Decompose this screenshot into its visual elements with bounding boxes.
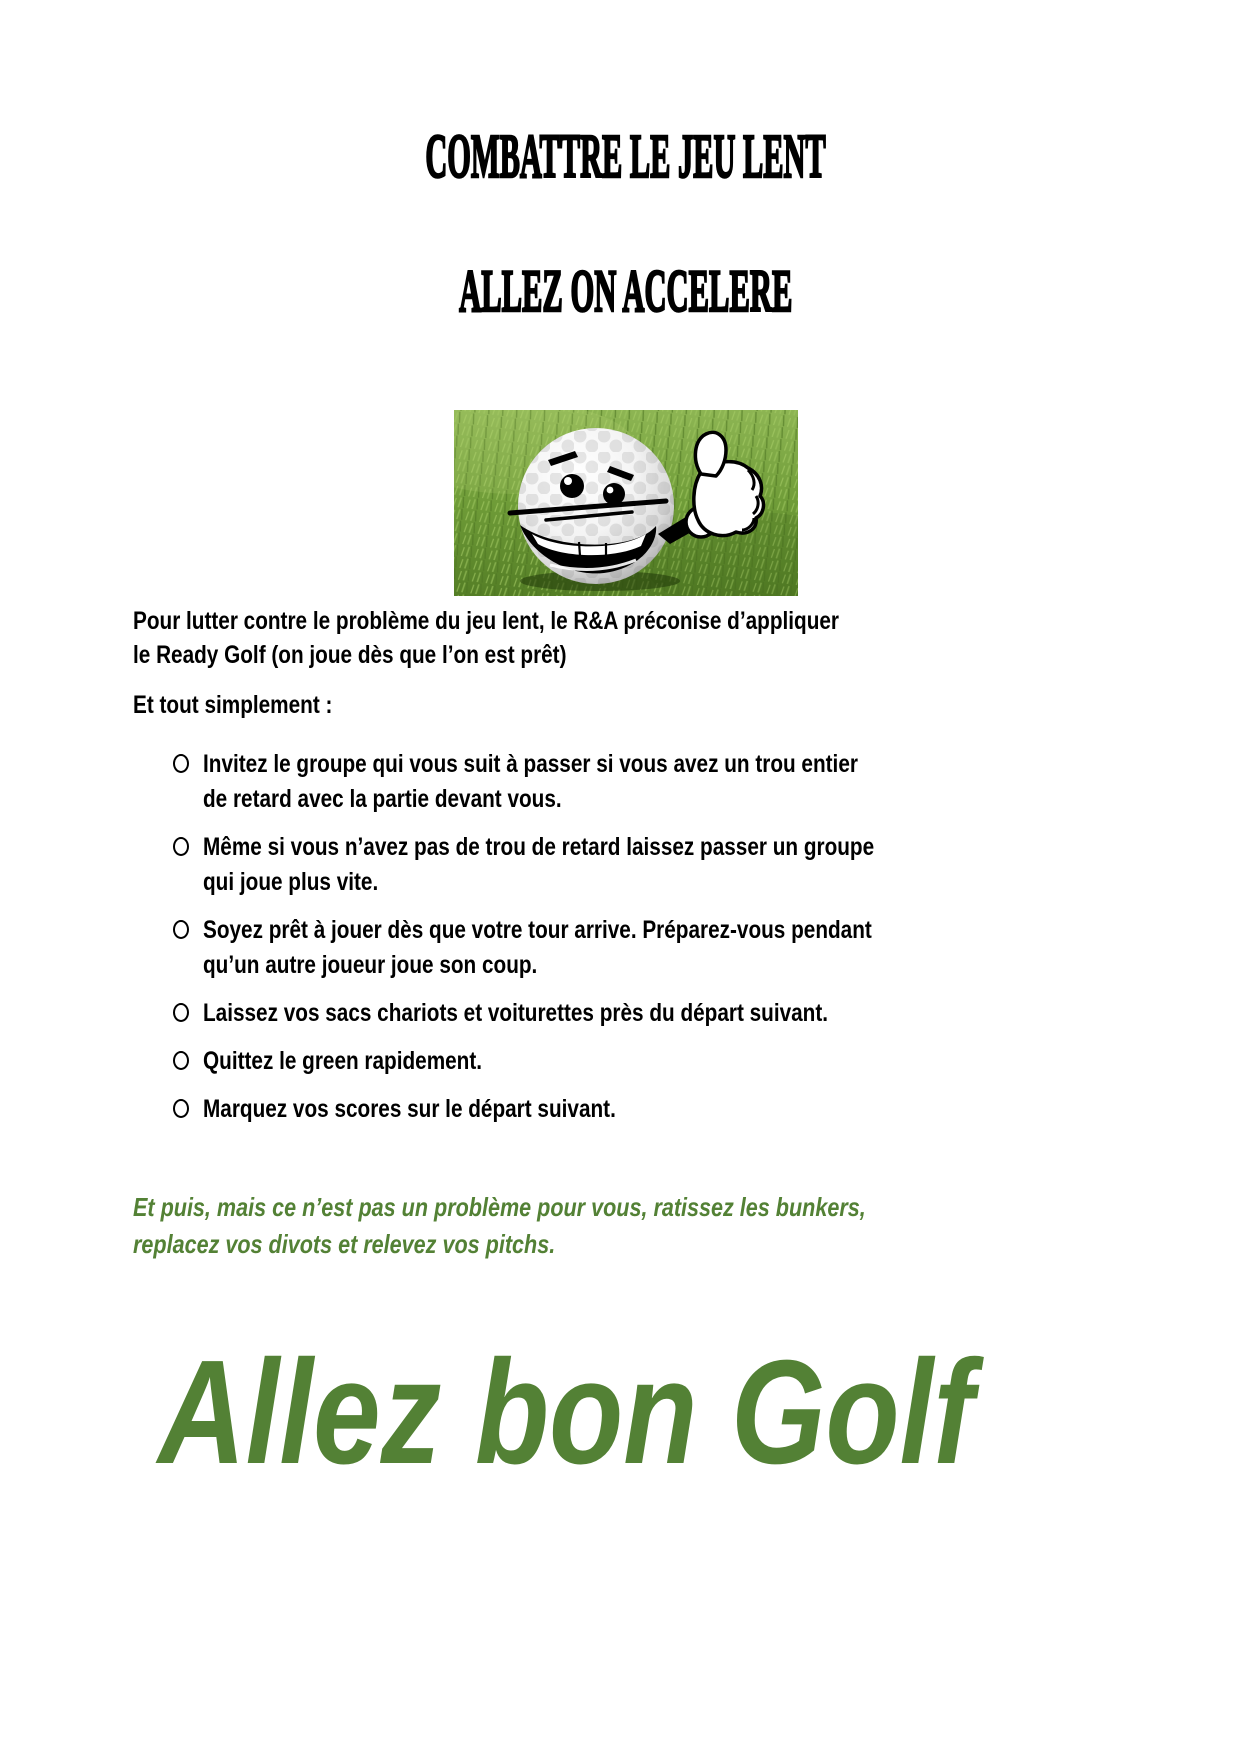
text-line: de retard avec la partie devant vous. xyxy=(203,785,562,813)
bullet-list xyxy=(133,747,1118,1127)
circle-bullet-icon xyxy=(173,837,189,856)
circle-bullet-icon xyxy=(173,920,189,939)
circle-bullet-icon xyxy=(173,754,189,773)
bullet-item xyxy=(133,913,1118,983)
page-title: COMBATTRE LE JEU LENT xyxy=(425,123,826,191)
bullet-text xyxy=(203,830,1118,900)
text-line: Et puis, mais ce n’est pas un problème pour vous, ratissez les bunkers, xyxy=(133,1192,866,1222)
green-note-paragraph xyxy=(133,1189,1118,1263)
bullet-item xyxy=(133,747,1118,817)
subtitle-row xyxy=(133,258,1118,324)
text-line: Même si vous n’avez pas de trou de retard laissez passer un groupe xyxy=(203,833,875,861)
golf-ball-illustration xyxy=(133,410,1118,596)
circle-bullet-icon xyxy=(173,1003,189,1022)
text-line: Pour lutter contre le problème du jeu lent, le R&A préconise d’appliquer xyxy=(133,607,840,635)
footer-headline: Allez bon Golf xyxy=(158,1330,974,1495)
text-line: Marquez vos scores sur le départ suivant. xyxy=(203,1095,616,1123)
document-page xyxy=(0,123,1240,1754)
text-line: replacez vos divots et relevez vos pitchs. xyxy=(133,1229,556,1259)
bullet-text xyxy=(203,1092,1118,1127)
golf-ball-thumbs-up-image xyxy=(454,410,798,596)
footer-headline-row xyxy=(158,1330,1118,1495)
intro-paragraph xyxy=(133,604,1118,672)
bullet-text xyxy=(203,747,1118,817)
text-line: Laissez vos sacs chariots et voiturettes près du départ suivant. xyxy=(203,999,829,1027)
bullet-item xyxy=(133,996,1118,1031)
bullet-text xyxy=(203,996,1118,1031)
bullet-item xyxy=(133,830,1118,900)
text-line: le Ready Golf (on joue dès que l’on est prêt) xyxy=(133,641,567,669)
text-line: Et tout simplement : xyxy=(133,691,333,719)
bullet-item xyxy=(133,1044,1118,1079)
circle-bullet-icon xyxy=(173,1099,189,1118)
simply-line xyxy=(133,688,1118,722)
text-line: Soyez prêt à jouer dès que votre tour arrive. Préparez-vous pendant xyxy=(203,916,872,944)
circle-bullet-icon xyxy=(173,1051,189,1070)
text-line: Invitez le groupe qui vous suit à passer si vous avez un trou entier xyxy=(203,750,858,778)
bullet-text xyxy=(203,1044,1118,1079)
text-line: qui joue plus vite. xyxy=(203,868,379,896)
bullet-item xyxy=(133,1092,1118,1127)
title-row xyxy=(133,123,1118,191)
text-line: qu’un autre joueur joue son coup. xyxy=(203,951,538,979)
page-subtitle: ALLEZ ON ACCELERE xyxy=(458,258,793,324)
bullet-text xyxy=(203,913,1118,983)
text-line: Quittez le green rapidement. xyxy=(203,1047,483,1075)
